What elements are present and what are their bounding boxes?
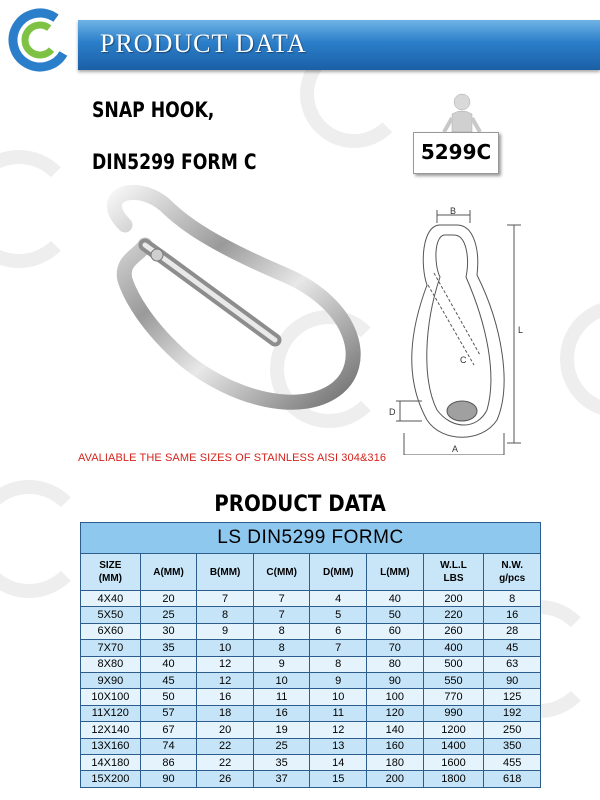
table-cell: 60 (367, 623, 424, 639)
table-cell: 37 (253, 771, 310, 787)
technical-drawing (382, 205, 532, 455)
table-cell: 74 (140, 738, 197, 754)
table-cell: 14X180 (81, 754, 141, 770)
table-body (81, 591, 541, 788)
column-header-line: D(MM) (322, 566, 354, 578)
column-header (484, 554, 541, 591)
table-cell: 120 (367, 705, 424, 721)
table-cell: 350 (484, 738, 541, 754)
table-cell: 50 (367, 607, 424, 623)
company-logo (8, 8, 72, 72)
table-cell: 35 (140, 640, 197, 656)
table-cell: 7 (310, 640, 367, 656)
table-cell: 7 (253, 591, 310, 607)
table-cell: 6 (310, 623, 367, 639)
table-cell: 8 (310, 656, 367, 672)
table-cell: 28 (484, 623, 541, 639)
column-header-line: N.W. (501, 560, 524, 571)
table-cell: 80 (367, 656, 424, 672)
table-row (81, 607, 541, 623)
table-cell: 90 (367, 672, 424, 688)
column-header-line: W.L.L (440, 560, 467, 571)
table-cell: 11 (253, 689, 310, 705)
model-code: 5299C (420, 140, 492, 164)
table-cell: 35 (253, 754, 310, 770)
table-cell: 26 (197, 771, 254, 787)
column-header (367, 554, 424, 591)
column-header (310, 554, 367, 591)
table-cell: 11X120 (81, 705, 141, 721)
table-cell: 13X160 (81, 738, 141, 754)
column-header-line: B(MM) (209, 566, 241, 578)
table-cell: 4 (310, 591, 367, 607)
table-cell: 13 (310, 738, 367, 754)
table-cell: 1800 (423, 771, 484, 787)
table-row (81, 754, 541, 770)
table-cell: 8 (253, 640, 310, 656)
table-row (81, 591, 541, 607)
table-cell: 9 (197, 623, 254, 639)
table-cell: 22 (197, 738, 254, 754)
table-cell: 6X60 (81, 623, 141, 639)
table-cell: 5 (310, 607, 367, 623)
table-cell: 7 (253, 607, 310, 623)
table-cell: 14 (310, 754, 367, 770)
table-cell: 7 (197, 591, 254, 607)
table-cell: 125 (484, 689, 541, 705)
table-cell: 180 (367, 754, 424, 770)
table-cell: 18 (197, 705, 254, 721)
table-cell: 10 (253, 672, 310, 688)
table-cell: 990 (423, 705, 484, 721)
dim-label-d: D (389, 407, 396, 417)
dim-label-l: L (518, 325, 524, 335)
column-header (140, 554, 197, 591)
table-header-row (81, 554, 541, 591)
table-cell: 11 (310, 705, 367, 721)
product-title-line2: DIN5299 FORM C (92, 150, 257, 174)
column-header (197, 554, 254, 591)
table-cell: 45 (484, 640, 541, 656)
table-cell: 9 (310, 672, 367, 688)
product-data-table (80, 522, 541, 788)
table-cell: 40 (367, 591, 424, 607)
table-heading: PRODUCT DATA (214, 492, 386, 517)
table-cell: 90 (140, 771, 197, 787)
table-cell: 4X40 (81, 591, 141, 607)
table-cell: 63 (484, 656, 541, 672)
table-cell: 9 (253, 656, 310, 672)
model-code-sign (413, 132, 499, 174)
table-cell: 20 (197, 722, 254, 738)
availability-note: AVALIABLE THE SAME SIZES OF STAINLESS AISI 304&316 (78, 452, 387, 464)
table-cell: 16 (197, 689, 254, 705)
product-title-line1: SNAP HOOK, (92, 98, 215, 122)
table-cell: 100 (367, 689, 424, 705)
table-cell: 45 (140, 672, 197, 688)
table-cell: 455 (484, 754, 541, 770)
table-cell: 8X80 (81, 656, 141, 672)
table-cell: 19 (253, 722, 310, 738)
table-cell: 500 (423, 656, 484, 672)
table-cell: 10X100 (81, 689, 141, 705)
table-cell: 1200 (423, 722, 484, 738)
table-cell: 9X90 (81, 672, 141, 688)
table-row (81, 722, 541, 738)
column-header-line: L(MM) (380, 566, 410, 578)
table-cell: 1600 (423, 754, 484, 770)
table-row (81, 640, 541, 656)
table-cell: 160 (367, 738, 424, 754)
table-cell: 57 (140, 705, 197, 721)
table-cell: 50 (140, 689, 197, 705)
table-cell: 67 (140, 722, 197, 738)
table-cell: 15 (310, 771, 367, 787)
snap-hook-image (85, 185, 375, 415)
table-cell: 260 (423, 623, 484, 639)
table-row (81, 623, 541, 639)
table-cell: 25 (253, 738, 310, 754)
table-cell: 12X140 (81, 722, 141, 738)
table-cell: 8 (197, 607, 254, 623)
table-row (81, 656, 541, 672)
table-cell: 25 (140, 607, 197, 623)
table-cell: 200 (423, 591, 484, 607)
dim-label-b: B (450, 206, 457, 216)
column-header-line: g/pcs (499, 573, 526, 584)
table-cell: 550 (423, 672, 484, 688)
header-banner (78, 20, 600, 70)
column-header (253, 554, 310, 591)
table-row (81, 672, 541, 688)
table-cell: 220 (423, 607, 484, 623)
table-cell: 400 (423, 640, 484, 656)
table-cell: 12 (197, 656, 254, 672)
table-cell: 10 (197, 640, 254, 656)
column-header (423, 554, 484, 591)
table-caption: LS DIN5299 FORMC (81, 523, 541, 554)
table-cell: 22 (197, 754, 254, 770)
table-cell: 12 (310, 722, 367, 738)
column-header-line: LBS (443, 573, 464, 584)
table-row (81, 689, 541, 705)
table-cell: 90 (484, 672, 541, 688)
table-cell: 16 (253, 705, 310, 721)
table-cell: 770 (423, 689, 484, 705)
table-cell: 12 (197, 672, 254, 688)
table-cell: 7X70 (81, 640, 141, 656)
table-cell: 30 (140, 623, 197, 639)
table-cell: 1400 (423, 738, 484, 754)
table-cell: 250 (484, 722, 541, 738)
table-cell: 40 (140, 656, 197, 672)
table-cell: 5X50 (81, 607, 141, 623)
table-cell: 618 (484, 771, 541, 787)
table-row (81, 705, 541, 721)
dim-label-a: A (452, 444, 459, 454)
table-cell: 140 (367, 722, 424, 738)
column-header-line: SIZE (99, 560, 122, 571)
table-cell: 86 (140, 754, 197, 770)
table-cell: 70 (367, 640, 424, 656)
table-cell: 16 (484, 607, 541, 623)
table-row (81, 771, 541, 787)
table-row (81, 738, 541, 754)
table-cell: 8 (484, 591, 541, 607)
banner-title: PRODUCT DATA (100, 29, 307, 58)
column-header-line: A(MM) (153, 566, 184, 578)
column-header-line: (MM) (98, 573, 123, 584)
table-cell: 200 (367, 771, 424, 787)
table-cell: 8 (253, 623, 310, 639)
column-header-line: C(MM) (266, 566, 297, 578)
table-cell: 192 (484, 705, 541, 721)
table-cell: 20 (140, 591, 197, 607)
table-cell: 10 (310, 689, 367, 705)
table-cell: 15X200 (81, 771, 141, 787)
dim-label-c: C (460, 355, 467, 365)
column-header (81, 554, 141, 591)
